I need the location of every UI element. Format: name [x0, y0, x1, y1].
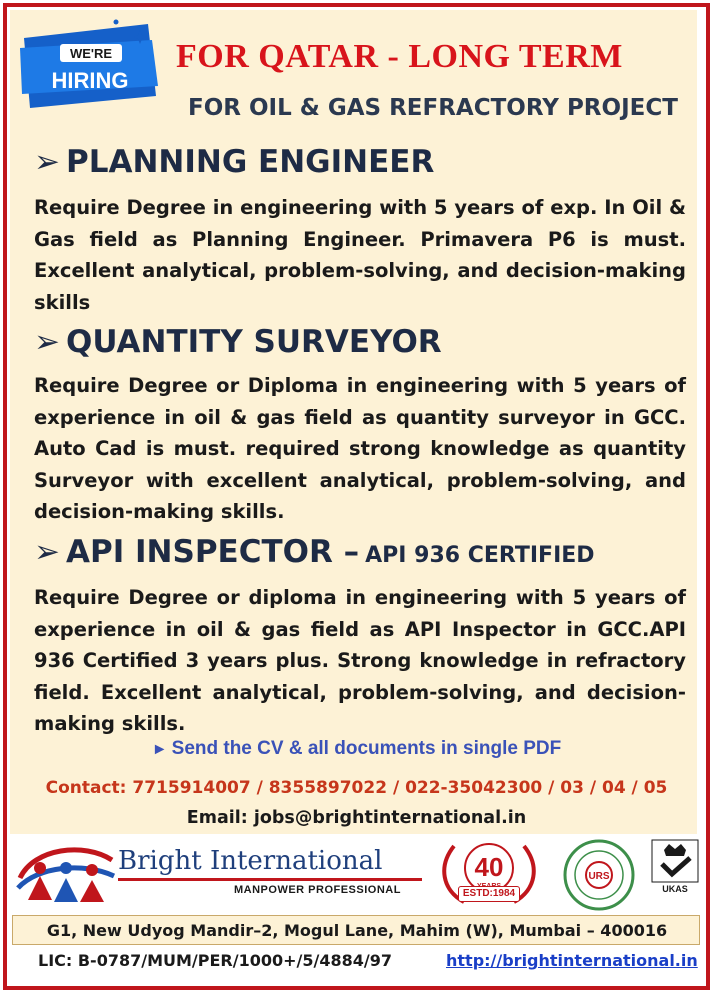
- job-title-text: QUANTITY SURVEYOR: [65, 324, 442, 360]
- crown-tick-icon: [650, 838, 700, 884]
- years-number: 40: [474, 852, 504, 882]
- chevron-right-icon: ➢: [34, 324, 60, 360]
- people-logo-icon: [14, 838, 118, 912]
- chevron-right-icon: ➢: [34, 144, 60, 180]
- website-link[interactable]: http://brightinternational.in: [446, 951, 698, 970]
- send-cv-text: Send the CV & all documents in single PDF: [171, 738, 562, 759]
- job-description-planning-engineer: Require Degree in engineering with 5 years of exp. In Oil & Gas field as Planning Engineer. Primavera P6 is must. Excellent analytical, problem-solving, and decision-making skills: [34, 196, 686, 314]
- ukas-label: UKAS: [662, 884, 688, 894]
- company-tagline: MANPOWER PROFESSIONAL: [234, 884, 401, 896]
- sparkle-icon: [114, 20, 119, 25]
- triangle-right-icon: ►: [151, 741, 168, 758]
- company-logo: [14, 838, 424, 912]
- job-title-quantity-surveyor: [34, 324, 442, 360]
- ukas-certification-mark: [650, 838, 700, 912]
- job-title-api-inspector: [34, 534, 595, 570]
- contact-numbers: Contact: 7715914007 / 8355897022 / 022-35042300 / 03 / 04 / 05: [45, 778, 668, 798]
- company-logo-rule: [118, 878, 422, 881]
- badge-line2: HIRING: [51, 68, 129, 93]
- badge-line1: WE'RE: [69, 46, 113, 61]
- address-box: [12, 915, 700, 945]
- urs-text: URS: [588, 871, 610, 882]
- headline: FOR QATAR - LONG TERM: [176, 38, 623, 75]
- established-label: ESTD:1984: [458, 886, 520, 902]
- job-title-planning-engineer: [34, 144, 434, 180]
- office-address: G1, New Udyog Mandir–2, Mogul Lane, Mahim (W), Mumbai – 400016: [46, 921, 668, 940]
- logo-strip: [14, 838, 700, 916]
- company-name: Bright International: [118, 846, 383, 876]
- contact-email: Email: jobs@brightinternational.in: [186, 808, 527, 828]
- license-number: LIC: B-0787/MUM/PER/1000+/5/4884/97: [38, 951, 392, 970]
- job-description-quantity-surveyor: Require Degree or Diploma in engineering with 5 years of experience in oil & gas field as quantity surveyor in GCC. Auto Cad is must. required strong knowledge as quantity Surveyor with excellent analytical, problem-solving, and decision-making skills.: [34, 374, 686, 523]
- job-title-suffix: API 936 CERTIFIED: [365, 543, 595, 568]
- send-cv-note: [0, 738, 713, 760]
- urs-certification-seal: [554, 838, 644, 912]
- job-title-text: PLANNING ENGINEER: [65, 144, 435, 180]
- urs-seal-icon: [554, 838, 644, 912]
- forty-years-badge: [434, 838, 544, 912]
- chevron-right-icon: ➢: [34, 534, 60, 570]
- hiring-badge: [16, 16, 162, 112]
- sub-headline: FOR OIL & GAS REFRACTORY PROJECT: [188, 95, 678, 121]
- job-description-api-inspector: Require Degree or diploma in engineering with 5 years of experience in oil & gas field as API Inspector in GCC.API 936 Certified 3 years plus. Strong knowledge in refractory field. Excellent analytical, problem-solving, and decision-making skills.: [34, 586, 686, 735]
- job-title-text: API INSPECTOR –: [65, 534, 360, 570]
